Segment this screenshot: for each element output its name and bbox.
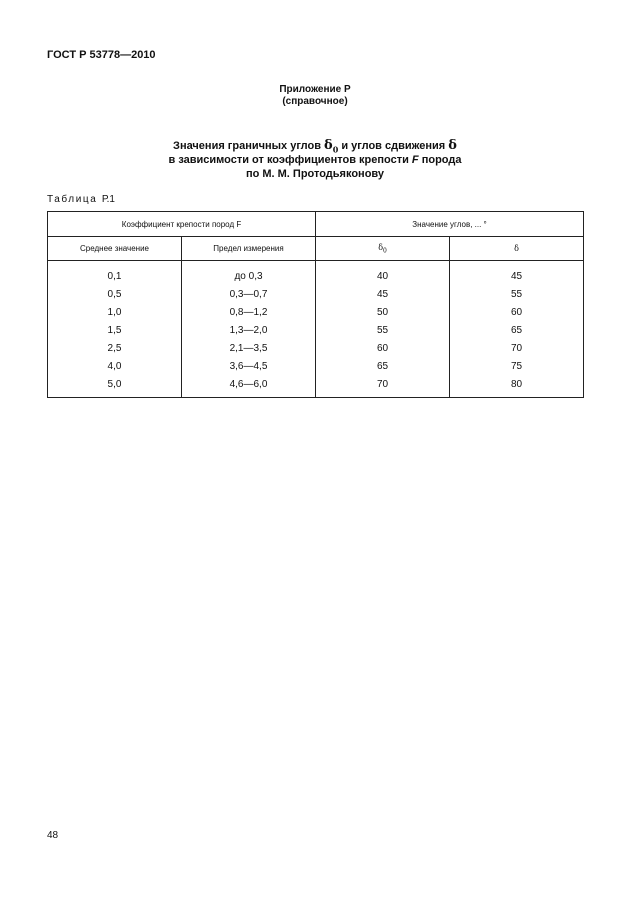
f-symbol: F: [411, 154, 419, 166]
cell-delta: 70: [450, 339, 584, 357]
cell-delta: 65: [450, 321, 584, 339]
header-delta: δ: [450, 237, 584, 261]
cell-mean-value: 1,0: [48, 303, 182, 321]
cell-delta-zero: 50: [316, 303, 450, 321]
header-mean-value: Среднее значение: [48, 237, 182, 261]
cell-delta-zero: 55: [316, 321, 450, 339]
document-header: ГОСТ Р 53778—2010: [47, 49, 156, 61]
heading-text-d: порода: [418, 154, 462, 166]
heading-line-3: по М. М. Протодьяконову: [245, 168, 385, 180]
table-header-group-row: [48, 212, 584, 237]
table-row: [48, 357, 584, 375]
cell-mean-value: 4,0: [48, 357, 182, 375]
cell-mean-value: 0,5: [48, 285, 182, 303]
table-row: [48, 339, 584, 357]
cell-delta-zero: 45: [316, 285, 450, 303]
table-row: [48, 285, 584, 303]
cell-delta: 75: [450, 357, 584, 375]
delta-symbol: δ: [448, 138, 457, 153]
header-group-coefficient: Коэффициент крепости пород F: [48, 212, 316, 237]
cell-mean-value: 0,1: [48, 261, 182, 286]
cell-delta: 60: [450, 303, 584, 321]
table-label-word: Таблица: [47, 194, 98, 205]
cell-range: 3,6—4,5: [182, 357, 316, 375]
cell-delta-zero: 65: [316, 357, 450, 375]
header-group-angles: Значение углов, ... °: [316, 212, 584, 237]
table-row: [48, 375, 584, 398]
cell-range: 4,6—6,0: [182, 375, 316, 398]
cell-delta-zero: 70: [316, 375, 450, 398]
heading-line-2: [0, 153, 630, 167]
table-label-number: Р.1: [101, 194, 115, 205]
cell-delta-zero: 60: [316, 339, 450, 357]
cell-delta-zero: 40: [316, 261, 450, 286]
table-row: [48, 303, 584, 321]
cell-delta: 80: [450, 375, 584, 398]
appendix-title: Приложение Р: [279, 84, 351, 95]
table-row: [48, 321, 584, 339]
appendix-note: (справочное): [282, 96, 348, 107]
heading-text-b: и углов сдвижения: [338, 140, 449, 152]
heading-text-a: Значения граничных углов: [173, 140, 325, 152]
cell-range: 0,3—0,7: [182, 285, 316, 303]
cell-range: до 0,3: [182, 261, 316, 286]
delta-zero-symbol: $\delta_0$: [324, 138, 339, 155]
cell-range: 1,3—2,0: [182, 321, 316, 339]
header-delta-zero: $\delta_0$: [316, 237, 450, 261]
page-number: 48: [47, 830, 59, 841]
table-label: [47, 194, 115, 205]
table-body: [48, 261, 584, 398]
data-table: [47, 211, 584, 398]
cell-range: 2,1—3,5: [182, 339, 316, 357]
table-row: [48, 261, 584, 286]
cell-range: 0,8—1,2: [182, 303, 316, 321]
cell-mean-value: 5,0: [48, 375, 182, 398]
table-header-row: [48, 237, 584, 261]
cell-delta: 45: [450, 261, 584, 286]
cell-delta: 55: [450, 285, 584, 303]
header-range: Предел измерения: [182, 237, 316, 261]
heading-text-c: в зависимости от коэффициентов крепости: [168, 154, 412, 166]
cell-mean-value: 1,5: [48, 321, 182, 339]
cell-mean-value: 2,5: [48, 339, 182, 357]
